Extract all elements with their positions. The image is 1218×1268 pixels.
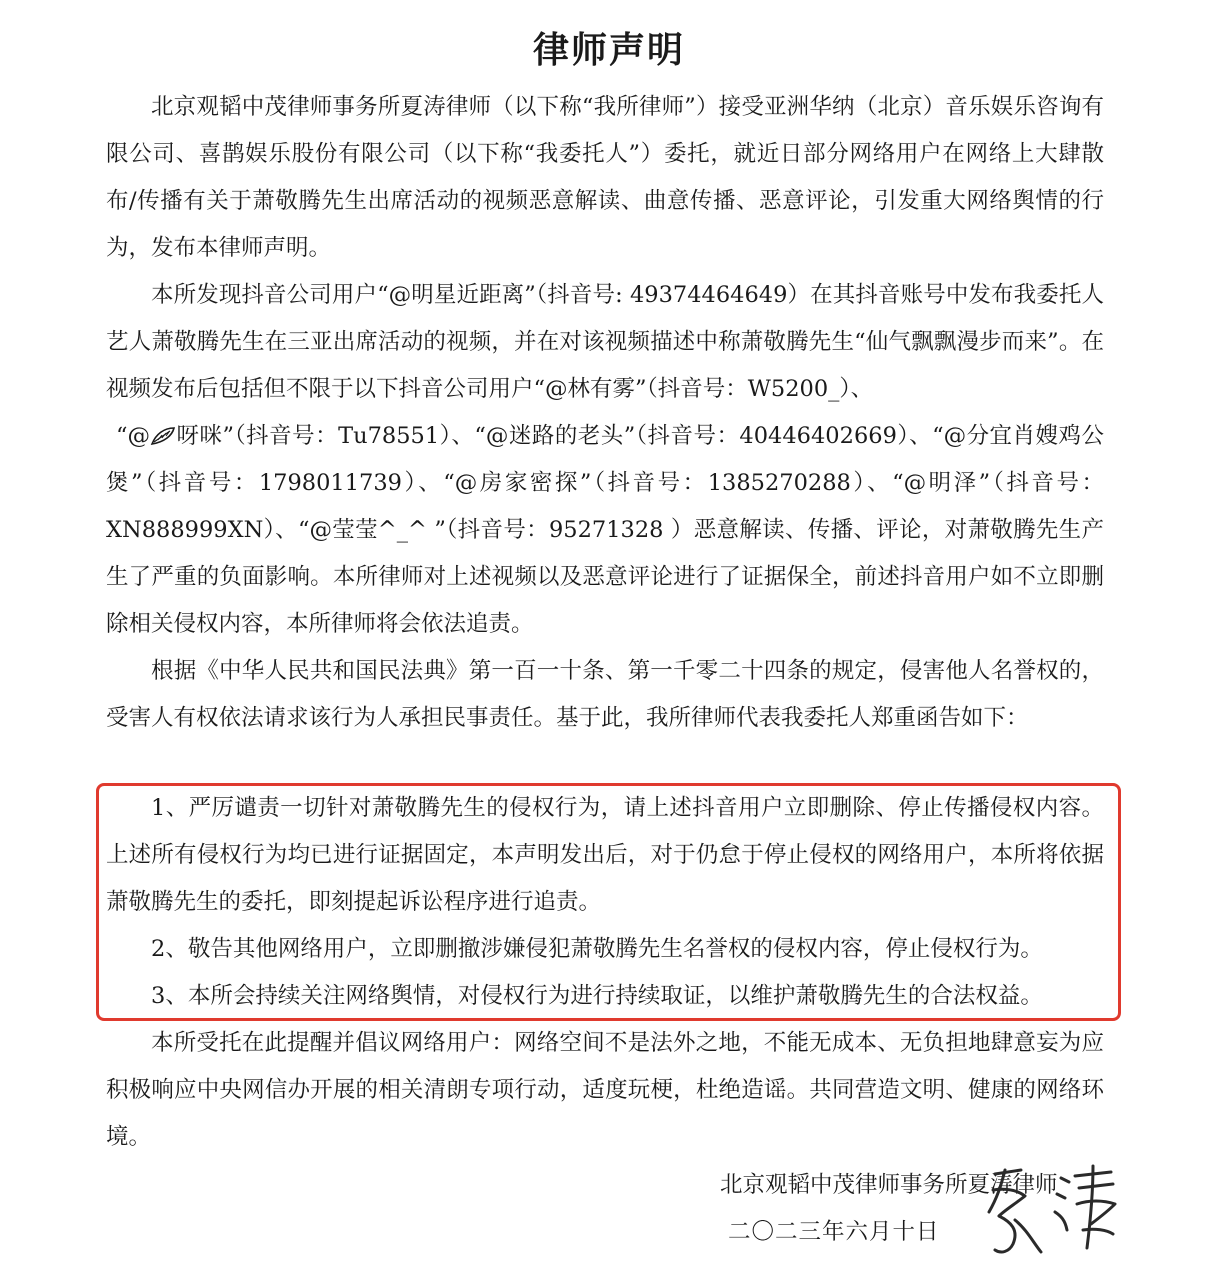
statement-body xyxy=(106,84,1104,742)
demand-item: 1、严厉谴责一切针对萧敬腾先生的侵权行为，请上述抖音用户立即删除、停止传播侵权内容。上述所有侵权行为均已进行证据固定，本声明发出后，对于仍怠于停止侵权的网络用户，本所将依据萧敬腾先生的委托，即刻提起诉讼程序进行追责。 xyxy=(106,795,1104,915)
findings-continued-text: （抖音号：Tu78551）、“@迷路的老头”（抖音号：40446402669）、“@分宜肖嫂鸡公煲”（抖音号：1798011739）、“@房家密探”（抖音号：1385270288）、“@明泽”（抖音号：XN888999XN）、“@莹莹^_^ ”（抖音号：95271328 ）恶意解读、传播、评论，对萧敬腾先生产生了严重的负面影响。本所律师对上述视频以及恶意评论进行了证据保全，前述抖音用户如不立即删除相关侵权内容，本所律师将会依法追责。 xyxy=(106,423,1104,637)
closing-section xyxy=(106,1020,1104,1161)
signature-lawyer: 夏涛律师 xyxy=(967,1172,1058,1198)
signature-org: 北京观韬中茂律师事务所 xyxy=(720,1172,968,1198)
intro-paragraph: 北京观韬中茂律师事务所夏涛律师（以下称“我所律师”）接受亚洲华纳（北京）音乐娱乐咨询有限公司、喜鹊娱乐股份有限公司（以下称“我委托人”）委托，就近日部分网络用户在网络上大肆散布/传播有关于萧敬腾先生出席活动的视频恶意解读、曲意传播、恶意评论，引发重大网络舆情的行为，发布本律师声明。 xyxy=(106,94,1104,261)
findings-paragraph: 本所发现抖音公司用户“@明星近距离”（抖音号: 49374464649）在其抖音账号中发布我委托人艺人萧敬腾先生在三亚出席活动的视频，并在对该视频描述中称萧敬腾先生“仙气飘飘漫步而来”。在视频发布后包括但不限于以下抖音公司用户“@林有雾”（抖音号：W5200_）、 xyxy=(106,282,1104,402)
signature-date: 二〇二三年六月十日 xyxy=(728,1219,940,1245)
demand-item: 2、敬告其他网络用户，立即删撤涉嫌侵犯萧敬腾先生名誉权的侵权内容，停止侵权行为。 xyxy=(151,936,1043,962)
findings-continued-paragraph xyxy=(106,413,1104,648)
demand-item: 3、本所会持续关注网络舆情，对侵权行为进行持续取证，以维护萧敬腾先生的合法权益。 xyxy=(151,983,1043,1009)
legal-basis-paragraph: 根据《中华人民共和国民法典》第一百一十条、第一千零二十四条的规定，侵害他人名誉权的，受害人有权依法请求该行为人承担民事责任。基于此，我所律师代表我委托人郑重函告如下： xyxy=(106,658,1104,731)
demands-list xyxy=(106,785,1104,1020)
handwritten-signature-icon xyxy=(975,1160,1125,1260)
user-handle-name: 呀咪” xyxy=(176,423,234,449)
document-title: 律师声明 xyxy=(532,30,685,71)
feather-icon xyxy=(150,426,176,446)
closing-paragraph: 本所受托在此提醒并倡议网络用户：网络空间不是法外之地，不能无成本、无负担地肆意妄为应积极响应中央网信办开展的相关清朗专项行动，适度玩梗，杜绝造谣。共同营造文明、健康的网络环境。 xyxy=(106,1030,1104,1150)
user-handle-prefix: “@ xyxy=(116,423,151,449)
